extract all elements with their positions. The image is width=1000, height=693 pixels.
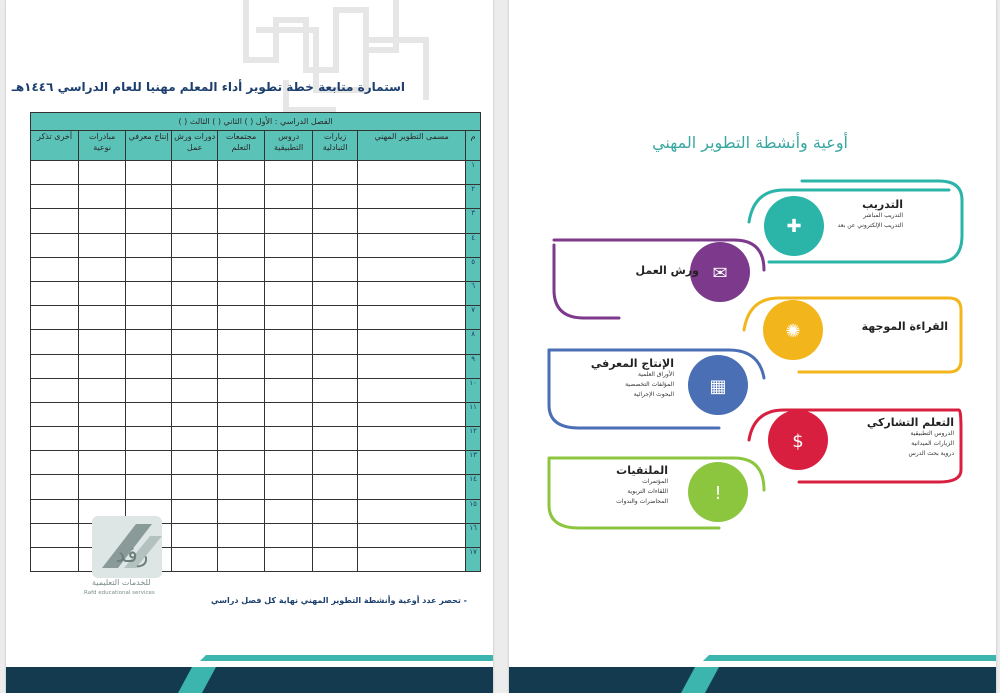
table-row (31, 257, 481, 281)
table-cell[interactable] (31, 185, 79, 209)
table-cell[interactable] (31, 354, 79, 378)
table-cell[interactable] (172, 548, 218, 572)
table-row (31, 330, 481, 354)
table-cell[interactable] (265, 281, 313, 305)
table-cell[interactable] (313, 499, 358, 523)
envelope-gear-icon: ✉ (712, 263, 728, 284)
row-number: ٧ (466, 306, 481, 330)
table-cell[interactable] (31, 378, 79, 402)
table-cell[interactable] (313, 378, 358, 402)
table-cell[interactable] (313, 523, 358, 547)
table-cell[interactable] (265, 330, 313, 354)
circle-training (764, 196, 824, 256)
table-cell[interactable] (218, 281, 265, 305)
table-cell[interactable] (172, 523, 218, 547)
table-cell[interactable] (218, 354, 265, 378)
table-cell[interactable] (172, 233, 218, 257)
table-cell[interactable] (79, 475, 126, 499)
table-cell[interactable] (358, 306, 466, 330)
table-cell[interactable] (126, 354, 172, 378)
table-cell[interactable] (313, 185, 358, 209)
semester-selector: الفصل الدراسي : الأول ( ) الثاني ( ) الثالث ( ) (31, 113, 481, 131)
table-row (31, 161, 481, 185)
table-cell[interactable] (313, 209, 358, 233)
table-cell[interactable] (31, 523, 79, 547)
table-cell[interactable] (218, 378, 265, 402)
table-cell[interactable] (172, 427, 218, 451)
table-row (31, 475, 481, 499)
table-cell[interactable] (31, 451, 79, 475)
table-row (31, 209, 481, 233)
item-workshops: ورش العمل (635, 264, 699, 277)
table-cell[interactable] (218, 161, 265, 185)
item-reading: القراءة الموجهة (861, 320, 948, 333)
table-cell[interactable] (79, 185, 126, 209)
lightbulb-icon: ✺ (785, 321, 801, 342)
table-cell[interactable] (265, 209, 313, 233)
table-cell[interactable] (265, 161, 313, 185)
table-cell[interactable] (31, 209, 79, 233)
table-cell[interactable] (358, 209, 466, 233)
table-cell[interactable] (31, 330, 79, 354)
logo-mark: رفد (115, 543, 149, 568)
table-cell[interactable] (313, 257, 358, 281)
table-cell[interactable] (79, 427, 126, 451)
item-forums: الملتقيات المؤتمرات اللقاءات التربوية المحاضرات والندوات (616, 464, 668, 505)
table-cell[interactable] (358, 499, 466, 523)
table-cell[interactable] (172, 378, 218, 402)
table-cell[interactable] (126, 281, 172, 305)
table-cell[interactable] (313, 548, 358, 572)
column-header: م (466, 131, 481, 161)
row-number: ٣ (466, 209, 481, 233)
column-header: مبادرات نوعية (79, 131, 126, 161)
rafd-logo (92, 512, 172, 582)
table-cell[interactable] (313, 233, 358, 257)
item-collaborative: التعلم التشاركي الدروس التطبيقية الزيارات الميدانية دروية بحث الدرس (866, 416, 954, 457)
table-cell[interactable] (358, 475, 466, 499)
table-cell[interactable] (358, 451, 466, 475)
table-cell[interactable] (79, 451, 126, 475)
table-cell[interactable] (126, 378, 172, 402)
table-cell[interactable] (31, 233, 79, 257)
logo-english: Rafd educational services (84, 590, 155, 596)
row-number: ١٤ (466, 475, 481, 499)
table-cell[interactable] (172, 306, 218, 330)
circle-forums (688, 462, 748, 522)
table-cell[interactable] (172, 475, 218, 499)
tracking-table (30, 112, 481, 572)
row-number: ١١ (466, 402, 481, 426)
table-row (31, 451, 481, 475)
footnote: - تحصر عدد أوعية وأنشطة التطوير المهني نهاية كل فصل دراسي (211, 596, 467, 605)
table-row (31, 185, 481, 209)
table-cell[interactable] (126, 257, 172, 281)
table-cell[interactable] (126, 451, 172, 475)
column-header: زيارات التبادلية (313, 131, 358, 161)
table-cell[interactable] (218, 209, 265, 233)
table-cell[interactable] (172, 354, 218, 378)
table-cell[interactable] (31, 281, 79, 305)
table-cell[interactable] (172, 281, 218, 305)
table-cell[interactable] (313, 306, 358, 330)
table-cell[interactable] (218, 233, 265, 257)
item-knowledge: الإنتاج المعرفي الأوراق العلمية المؤلفات التخصصية البحوث الإجرائية (590, 357, 674, 398)
circle-collaborative (768, 410, 828, 470)
table-cell[interactable] (358, 523, 466, 547)
table-cell[interactable] (218, 427, 265, 451)
table-cell[interactable] (126, 161, 172, 185)
form-title: استمارة متابعة خطة تطوير أداء المعلم مهنيا للعام الدراسي ١٤٤٦هـ (11, 80, 405, 94)
form-page (6, 0, 493, 693)
table-cell[interactable] (31, 257, 79, 281)
table-cell[interactable] (172, 161, 218, 185)
table-cell[interactable] (313, 427, 358, 451)
activities-infographic (509, 0, 996, 600)
table-cell[interactable] (218, 548, 265, 572)
table-cell[interactable] (265, 354, 313, 378)
table-cell[interactable] (172, 257, 218, 281)
table-row (31, 402, 481, 426)
column-header: إنتاج معرفي (126, 131, 172, 161)
table-cell[interactable] (172, 209, 218, 233)
table-cell[interactable] (79, 378, 126, 402)
table-cell[interactable] (313, 161, 358, 185)
activities-title: أوعية وأنشطة التطوير المهني (652, 133, 848, 152)
row-number: ١٢ (466, 427, 481, 451)
row-number: ٢ (466, 185, 481, 209)
table-cell[interactable] (265, 306, 313, 330)
row-number: ١٦ (466, 523, 481, 547)
table-row (31, 306, 481, 330)
table-cell[interactable] (31, 306, 79, 330)
table-cell[interactable] (126, 427, 172, 451)
table-cell[interactable] (172, 402, 218, 426)
table-cell[interactable] (358, 257, 466, 281)
circle-reading (763, 300, 823, 360)
table-cell[interactable] (172, 499, 218, 523)
table-cell[interactable] (79, 281, 126, 305)
table-cell[interactable] (218, 306, 265, 330)
table-cell[interactable] (358, 161, 466, 185)
alert-check-icon: ! (714, 483, 722, 504)
table-cell[interactable] (218, 257, 265, 281)
footer-band (6, 647, 493, 693)
table-cell[interactable] (265, 548, 313, 572)
table-cell[interactable] (126, 185, 172, 209)
table-cell[interactable] (126, 330, 172, 354)
circle-knowledge (688, 355, 748, 415)
puzzle-icon: ✚ (786, 216, 802, 237)
table-cell[interactable] (358, 185, 466, 209)
table-cell[interactable] (31, 427, 79, 451)
table-cell[interactable] (126, 475, 172, 499)
table-cell[interactable] (31, 161, 79, 185)
item-training: التدريب التدريب المباشر التدريب الإلكتروني عن بعد (837, 198, 903, 229)
table-cell[interactable] (172, 451, 218, 475)
table-cell[interactable] (358, 402, 466, 426)
row-number: ٥ (466, 257, 481, 281)
column-header: أخرى تذكر (31, 131, 79, 161)
table-cell[interactable] (313, 475, 358, 499)
table-cell[interactable] (265, 451, 313, 475)
table-row (31, 427, 481, 451)
table-cell[interactable] (172, 330, 218, 354)
column-header: مسمى التطوير المهني (358, 131, 466, 161)
activities-page (509, 0, 996, 693)
table-cell[interactable] (265, 378, 313, 402)
table-cell[interactable] (358, 427, 466, 451)
circle-workshops (690, 242, 750, 302)
hand-money-icon: $ (792, 431, 804, 452)
table-cell[interactable] (79, 233, 126, 257)
table-cell[interactable] (265, 402, 313, 426)
table-cell[interactable] (126, 233, 172, 257)
table-cell[interactable] (358, 548, 466, 572)
column-header: مجتمعات التعلم (218, 131, 265, 161)
row-number: ١٣ (466, 451, 481, 475)
presentation-icon: ▦ (709, 376, 727, 397)
table-cell[interactable] (313, 330, 358, 354)
row-number: ٤ (466, 233, 481, 257)
row-number: ١٧ (466, 548, 481, 572)
table-cell[interactable] (265, 523, 313, 547)
table-cell[interactable] (172, 185, 218, 209)
table-cell[interactable] (218, 185, 265, 209)
row-number: ١٠ (466, 378, 481, 402)
table-cell[interactable] (218, 402, 265, 426)
table-cell[interactable] (265, 475, 313, 499)
row-number: ١٥ (466, 499, 481, 523)
row-number: ١ (466, 161, 481, 185)
table-cell[interactable] (358, 354, 466, 378)
table-cell[interactable] (358, 281, 466, 305)
table-cell[interactable] (79, 402, 126, 426)
table-cell[interactable] (31, 548, 79, 572)
table-cell[interactable] (218, 330, 265, 354)
table-cell[interactable] (126, 209, 172, 233)
table-cell[interactable] (79, 354, 126, 378)
table-cell[interactable] (313, 451, 358, 475)
table-cell[interactable] (79, 330, 126, 354)
table-cell[interactable] (313, 354, 358, 378)
table-cell[interactable] (79, 306, 126, 330)
table-cell[interactable] (313, 281, 358, 305)
table-cell[interactable] (218, 475, 265, 499)
row-number: ٩ (466, 354, 481, 378)
table-cell[interactable] (358, 330, 466, 354)
table-cell[interactable] (79, 161, 126, 185)
table-cell[interactable] (31, 475, 79, 499)
table-cell[interactable] (218, 523, 265, 547)
table-cell[interactable] (313, 402, 358, 426)
table-cell[interactable] (31, 402, 79, 426)
table-cell[interactable] (358, 233, 466, 257)
footer-band (509, 647, 996, 693)
table-row (31, 378, 481, 402)
table-cell[interactable] (79, 209, 126, 233)
table-cell[interactable] (126, 402, 172, 426)
table-cell[interactable] (79, 257, 126, 281)
table-row (31, 233, 481, 257)
table-cell[interactable] (265, 499, 313, 523)
table-cell[interactable] (265, 185, 313, 209)
table-cell[interactable] (265, 257, 313, 281)
row-number: ٦ (466, 281, 481, 305)
table-row (31, 354, 481, 378)
table-cell[interactable] (218, 451, 265, 475)
row-number: ٨ (466, 330, 481, 354)
table-cell[interactable] (265, 427, 313, 451)
table-cell[interactable] (126, 306, 172, 330)
table-row (31, 281, 481, 305)
logo-arabic: للخدمات التعليمية (92, 578, 151, 587)
column-header: دروس التطبيقية (265, 131, 313, 161)
table-cell[interactable] (358, 378, 466, 402)
table-cell[interactable] (218, 499, 265, 523)
table-cell[interactable] (31, 499, 79, 523)
column-header: دورات ورش عمل (172, 131, 218, 161)
table-cell[interactable] (265, 233, 313, 257)
